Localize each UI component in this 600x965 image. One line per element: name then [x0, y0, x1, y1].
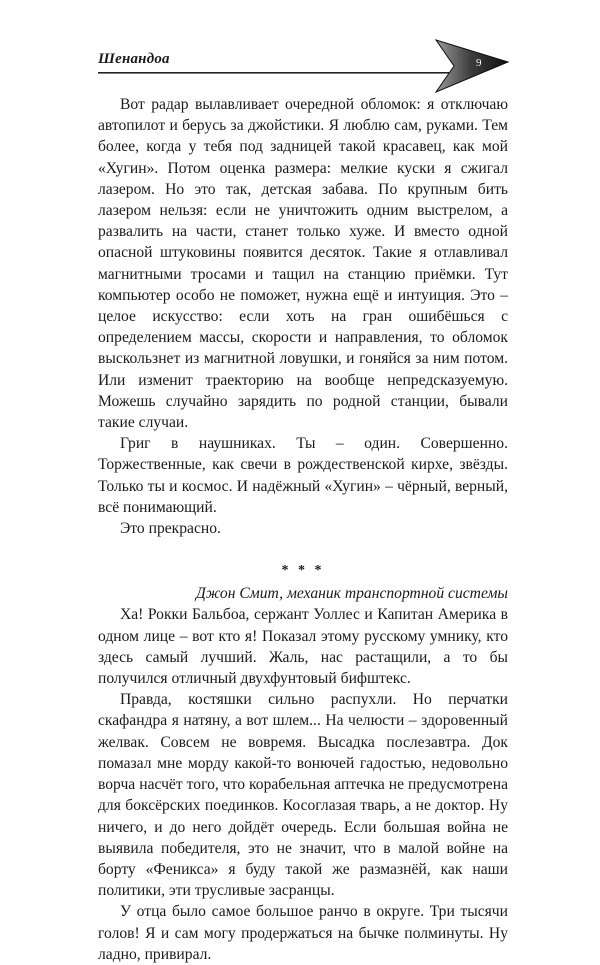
paragraph: Это прекрасно. [120, 520, 221, 538]
paragraph: У отца было самое большое ранчо в округе. Три тысячи голов! Я и сам могу продержаться на бычке полминуты. Ну ладно, привирал. [98, 903, 508, 963]
paragraph: Ха! Рокки Бальбоа, сержант Уоллес и Капитан Америка в одном лице – вот кто я! Показал этому русскому умнику, кто здесь самый лучший. Жаль, нас растащили, а то бы получился отличный двухфунтовый бифштекс. [98, 606, 508, 688]
page-body [98, 94, 508, 965]
running-title: Шенандоа [98, 51, 170, 67]
header-rule-arrow [0, 0, 600, 95]
paragraph: Григ в наушниках. Ты – один. Совершенно. Торжественные, как свечи в рождественской кирхе, звёзды. Только ты и космос. И надёжный «Хугин» – чёрный, верный, всё понимающий. [98, 435, 508, 516]
paragraph: Правда, костяшки сильно распухли. Но перчатки скафандра я натяну, а вот шлем... На челюсти – здоровенный желвак. Совсем не вовремя. Высадка послезавтра. Док помазал мне морду какой-то вонючей гадостью, недовольно ворча насчёт того, что корабельная аптечка не предусмотрена для боксёрских поединков. Косоглазая тварь, а не доктор. Ну ничего, и до него дойдёт очередь. Если большая война не выявила победителя, это не значит, что в малой войне на борту «Феникса» я буду такой же размазнёй, как наши политики, эти трусливые засранцы. [98, 691, 508, 900]
section-separator: * * * [281, 563, 325, 579]
section-heading: Джон Смит, механик транспортной системы [195, 585, 508, 603]
page-number: 9 [476, 57, 482, 69]
paragraph: Вот радар вылавливает очередной обломок: я отключаю автопилот и берусь за джойстики. Я люблю сам, руками. Тем более, когда у тебя под задницей такой красавец, как мой «Хугин». Потом оценка размера: мелкие куски я сжигал лазером. Но это так, детская забава. По крупным бить лазером нельзя: если не уничтожить одним выстрелом, а развалить на части, станет только хуже. И вместо одной опасной штуковины появится десяток. Такие я отлавливал магнитными тросами и тащил на станцию приёмки. Тут компьютер особо не поможет, нужна ещё и интуиция. Это – целое искусство: если хоть на гран ошибёшься с определением массы, скорости и направления, то обломок выскользнет из магнитной ловушки, и гоняйся за ним потом. Или изменит траекторию на вообще непредсказуемую. Можешь случайно зарядить по родной станции, бывали такие случаи. [98, 96, 508, 432]
page-header [0, 0, 600, 95]
